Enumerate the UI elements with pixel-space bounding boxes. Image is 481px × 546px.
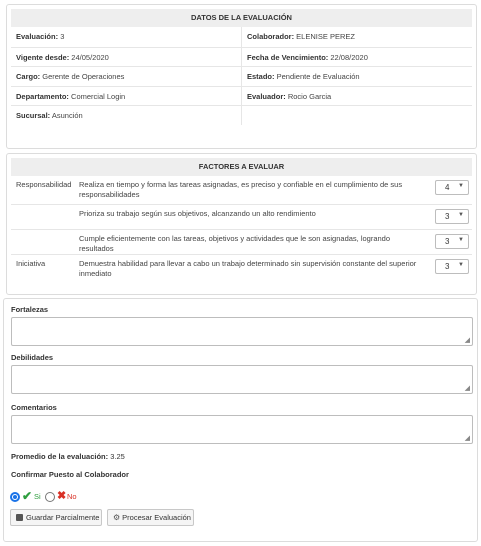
field-value: Comercial Login: [68, 91, 126, 101]
debilidades-textarea[interactable]: [11, 365, 473, 394]
chevron-down-icon: ▼: [458, 183, 464, 189]
resize-grip-icon[interactable]: ◢: [464, 337, 470, 344]
si-label: Si: [34, 492, 41, 501]
factor-description: Realiza en tiempo y forma las tareas asignadas, es preciso y confiable en el cumplimiento de sus responsabilidades: [79, 180, 403, 199]
save-icon: [16, 514, 23, 521]
field-label: Sucursal:: [16, 111, 51, 120]
field-value: ELENISE PEREZ: [294, 32, 355, 41]
debilidades-label: Debilidades: [11, 353, 54, 362]
field-estado: [241, 67, 472, 86]
guardar-parcialmente-button[interactable]: [10, 509, 102, 526]
field-label: Fecha de Vencimiento:: [247, 52, 329, 62]
factores-title: FACTORES A EVALUAR: [11, 158, 472, 176]
field-label: Estado:: [247, 72, 275, 81]
chevron-down-icon: ▼: [458, 262, 464, 268]
score-value: 4: [445, 183, 450, 192]
field-value: Pendiente de Evaluación: [274, 72, 360, 81]
score-value: 3: [445, 237, 450, 246]
factor-description: Demuestra habilidad para llevar a cabo un trabajo determinado sin supervisión constante del superior inmediato: [79, 259, 417, 278]
field-label: Cargo:: [16, 72, 41, 81]
field-value: 3: [58, 32, 65, 41]
promedio-value: 3.25: [108, 452, 125, 461]
score-select[interactable]: [435, 180, 469, 195]
comentarios-label: Comentarios: [11, 403, 57, 412]
field-value: 24/05/2020: [69, 52, 109, 62]
fortalezas-label: Fortalezas: [11, 305, 49, 314]
field-vigente-desde: [11, 48, 241, 67]
score-select[interactable]: [435, 209, 469, 224]
gears-icon: ⚙: [113, 513, 121, 522]
score-value: 3: [445, 212, 450, 221]
evaluation-form: [3, 298, 478, 542]
score-value: 3: [445, 262, 450, 271]
factor-category: Responsabilidad: [16, 180, 72, 189]
field-label: Evaluador:: [247, 91, 286, 101]
datos-row: [11, 86, 472, 106]
confirmar-label: Confirmar Puesto al Colaborador: [11, 470, 129, 479]
field-colaborador: [241, 27, 472, 47]
procesar-label: Procesar Evaluación: [122, 513, 191, 522]
factor-row: [11, 204, 472, 229]
field-cargo: [11, 67, 241, 86]
factores-panel: [6, 153, 477, 295]
cross-icon: ✖: [57, 490, 67, 502]
fortalezas-textarea[interactable]: [11, 317, 473, 346]
factor-row: [11, 176, 472, 204]
datos-grid: [11, 27, 472, 125]
factor-description: Cumple eficientemente con las tareas, objetivos y actividades que le son asignadas, logrando resultados: [79, 234, 391, 253]
datos-row: [11, 66, 472, 86]
no-label: No: [67, 492, 77, 501]
check-icon: ✔: [22, 489, 33, 503]
factor-description: Prioriza su trabajo según sus objetivos, alcanzando un alto rendimiento: [79, 209, 316, 218]
datos-evaluacion-panel: [6, 4, 477, 149]
comentarios-textarea[interactable]: [11, 415, 473, 444]
field-label: Evaluación:: [16, 32, 59, 41]
empty-cell: [241, 106, 472, 125]
field-label: Vigente desde:: [16, 52, 70, 62]
field-value: Asunción: [50, 111, 83, 120]
field-value: Gerente de Operaciones: [40, 72, 125, 81]
no-radio[interactable]: [45, 492, 55, 502]
resize-grip-icon[interactable]: ◢: [464, 385, 470, 392]
field-sucursal: [11, 106, 241, 125]
field-fecha-vencimiento: [241, 48, 472, 67]
factor-category: Iniciativa: [16, 259, 46, 268]
field-evaluacion: [11, 27, 241, 47]
chevron-down-icon: ▼: [458, 212, 464, 218]
field-evaluador: [241, 87, 472, 106]
si-radio[interactable]: [10, 492, 20, 502]
chevron-down-icon: ▼: [458, 237, 464, 243]
promedio-label: [11, 452, 125, 461]
factor-row: [11, 229, 472, 254]
promedio-text: Promedio de la evaluación:: [11, 452, 109, 461]
procesar-evaluacion-button[interactable]: [107, 509, 194, 526]
score-select[interactable]: [435, 234, 469, 249]
datos-row: [11, 27, 472, 47]
factor-row: [11, 254, 472, 282]
field-label: Colaborador:: [247, 32, 295, 41]
datos-row: [11, 47, 472, 67]
guardar-label: Guardar Parcialmente: [26, 513, 100, 522]
score-select[interactable]: [435, 259, 469, 274]
datos-row: [11, 105, 472, 125]
datos-title: DATOS DE LA EVALUACIÓN: [11, 9, 472, 27]
resize-grip-icon[interactable]: ◢: [464, 435, 470, 442]
field-departamento: [11, 87, 241, 106]
field-label: Departamento:: [16, 91, 69, 101]
field-value: Rocio Garcia: [285, 91, 332, 101]
field-value: 22/08/2020: [328, 52, 368, 62]
